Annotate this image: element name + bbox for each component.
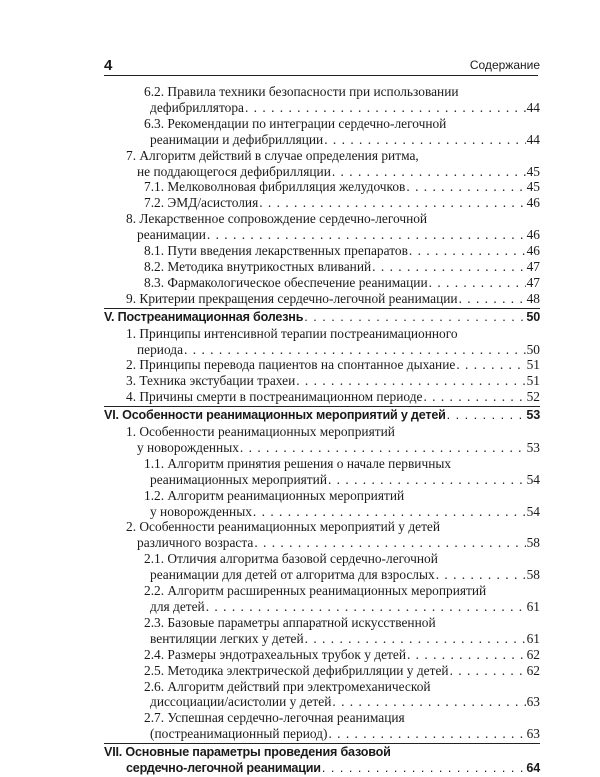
toc-entry-title: 1. Принципы интенсивной терапии постреанимационного (126, 325, 458, 341)
toc-entry[interactable] (104, 710, 540, 742)
toc-page-number: 51 (526, 357, 540, 373)
toc-entry-title: (постреанимационный период) (150, 726, 328, 742)
toc-entry[interactable] (104, 243, 540, 259)
toc-entry[interactable] (104, 195, 540, 211)
toc-page-number: 51 (526, 373, 540, 389)
toc-page-number: 48 (526, 290, 540, 306)
dot-leader (296, 373, 525, 389)
toc-entry[interactable] (104, 679, 540, 711)
toc-entry-title: 6.3. Рекомендации по интеграции сердечно-легочной (144, 115, 447, 131)
dot-leader (328, 726, 525, 742)
toc-page-number: 46 (526, 195, 540, 211)
toc-entry-title: не поддающегося дефибрилляции (137, 163, 331, 179)
toc-entry-title: VII. Основные параметры проведения базовой (104, 745, 391, 760)
dot-leader (305, 631, 526, 647)
dot-leader (459, 291, 526, 307)
toc-page-number: 58 (526, 535, 540, 551)
toc-page-number: 61 (526, 599, 540, 614)
toc-entry-title: 2. Принципы перевода пациентов на спонтанное дыхание (126, 357, 456, 373)
toc-page-number: 50 (526, 309, 540, 324)
toc-entry-title: 1.2. Алгоритм реанимационных мероприятий (144, 487, 405, 503)
toc-page-number: 47 (526, 258, 540, 274)
toc-entry-title: 9. Критерии прекращения сердечно-легочной реанимации (126, 290, 458, 306)
toc-entry-title: 8. Лекарственное сопровождение сердечно-легочной (126, 211, 428, 227)
dot-leader (332, 164, 526, 180)
toc-entry-title: различного возраста (137, 535, 254, 551)
toc-page-number: 62 (526, 662, 540, 678)
toc-entry[interactable] (104, 456, 540, 488)
section-divider (104, 406, 540, 407)
dot-leader (245, 100, 526, 116)
toc-entry-title: 2.3. Базовые параметры аппаратной искусственной (144, 614, 436, 630)
toc-entry-title: 2.1. Отличия алгоритма базовой сердечно-легочной (144, 551, 438, 567)
dot-leader (407, 647, 526, 663)
dot-leader (423, 389, 525, 405)
toc-entry-title: 8.3. Фармакологическое обеспечение реанимации (144, 274, 428, 290)
toc-entry-title: 8.1. Пути введения лекарственных препаратов (144, 243, 408, 259)
toc-entry-title: 2.7. Успешная сердечно-легочная реанимация (144, 710, 405, 726)
dot-leader (447, 408, 526, 424)
section-divider (104, 308, 540, 309)
toc-entry-title: 4. Причины смерти в постреанимационном периоде (126, 389, 423, 405)
toc-entry-title: 3. Техника экстубации трахеи (126, 373, 296, 389)
running-header: Содержание (469, 58, 540, 72)
toc-entry-title: у новорожденных (150, 503, 252, 519)
toc-entry[interactable] (104, 179, 540, 195)
dot-leader (207, 227, 526, 243)
dot-leader (429, 275, 526, 291)
dot-leader (254, 535, 525, 551)
toc-page-number: 61 (526, 630, 540, 646)
toc-entry-title: реанимации для детей от алгоритма для взрослых (150, 567, 435, 583)
toc-entry-title: диссоциации/асистолии у детей (150, 694, 332, 710)
toc-entry[interactable] (104, 389, 540, 405)
dot-leader (450, 663, 526, 679)
toc-entry[interactable] (104, 647, 540, 663)
toc-entry-title: 2.4. Размеры эндотрахеальных трубок у детей (144, 646, 406, 662)
toc-entry[interactable] (104, 275, 540, 291)
toc-entry-title: 2.6. Алгоритм действий при электромеханической (144, 678, 431, 694)
toc-entry-title: 2.2. Алгоритм расширенных реанимационных мероприятий (144, 583, 487, 599)
toc-page-number: 47 (526, 274, 540, 290)
toc-entry[interactable] (104, 291, 540, 307)
toc-section[interactable] (104, 310, 540, 326)
toc-entry[interactable] (104, 326, 540, 358)
toc-page-number: 63 (526, 726, 540, 742)
toc-entry-title: 1.1. Алгоритм принятия решения о начале первичных (144, 455, 452, 471)
dot-leader (184, 342, 526, 358)
dot-leader (206, 599, 526, 615)
toc-page-number: 53 (526, 408, 540, 423)
toc-entry[interactable] (104, 357, 540, 373)
toc-page-number: 44 (526, 99, 540, 115)
toc-page-number: 53 (526, 439, 540, 455)
toc-page-number: 44 (526, 131, 540, 147)
dot-leader (406, 179, 525, 195)
header-rule (104, 75, 538, 76)
toc-entry[interactable] (104, 488, 540, 520)
toc-entry-title: 1. Особенности реанимационных мероприятий (126, 424, 395, 440)
toc-entry-title: 2. Особенности реанимационных мероприятий у детей (126, 519, 441, 535)
toc-entry-title: периода (137, 341, 184, 357)
toc-entry-title: реанимации и дефибрилляции (150, 131, 324, 147)
toc-page-number: 45 (526, 179, 540, 195)
toc-page-number: 64 (526, 761, 540, 776)
toc-entry-title: 6.2. Правила техники безопасности при использовании (144, 84, 459, 99)
toc-page-number: 46 (526, 227, 540, 243)
toc-entry-title: 7.1. Мелковолновая фибрилляция желудочков (144, 179, 406, 195)
dot-leader (253, 504, 526, 520)
toc-page-number: 62 (526, 646, 540, 662)
dot-leader (324, 132, 525, 148)
dot-leader (332, 694, 525, 710)
toc-entry[interactable] (104, 663, 540, 679)
toc-page-number: 58 (526, 567, 540, 583)
dot-leader (372, 259, 525, 275)
toc-entry-title: 8.2. Методика внутрикостных вливаний (144, 258, 372, 274)
toc-entry-title: 7. Алгоритм действий в случае определения ритма, (126, 147, 419, 163)
toc-page-number: 63 (526, 694, 540, 710)
dot-leader (456, 357, 525, 373)
toc-entry[interactable] (104, 583, 540, 615)
dot-leader (322, 761, 526, 777)
toc-entry[interactable] (104, 551, 540, 583)
dot-leader (259, 195, 525, 211)
toc-entry-title: 2.5. Методика электрической дефибрилляции у детей (144, 662, 449, 678)
toc-entry[interactable] (104, 116, 540, 148)
dot-leader (409, 243, 526, 259)
toc-entry-title: дефибриллятора (150, 99, 244, 115)
toc-page-number: 52 (526, 389, 540, 405)
toc-entry-title: 7.2. ЭМД/асистолия (144, 195, 259, 211)
toc-entry-title: V. Постреанимационная болезнь (104, 309, 304, 324)
toc-section[interactable] (104, 408, 540, 424)
dot-leader (304, 310, 525, 326)
toc-entry-title: реанимационных мероприятий (150, 471, 327, 487)
toc-entry-title: у новорожденных (137, 439, 239, 455)
table-of-contents (104, 84, 540, 777)
dot-leader (328, 472, 526, 488)
toc-entry-title: для детей (150, 599, 205, 614)
toc-page-number: 54 (526, 503, 540, 519)
toc-entry[interactable] (104, 373, 540, 389)
toc-entry[interactable] (104, 148, 540, 180)
dot-leader (240, 440, 526, 456)
toc-entry-title: вентиляции легких у детей (150, 630, 304, 646)
toc-page-number: 45 (526, 163, 540, 179)
toc-entry-title: реанимации (137, 227, 206, 243)
toc-entry[interactable] (104, 424, 540, 456)
toc-entry-title: сердечно-легочной реанимации (126, 761, 321, 776)
toc-page-number: 54 (526, 471, 540, 487)
dot-leader (436, 567, 526, 583)
toc-page-number: 50 (526, 341, 540, 357)
toc-entry[interactable] (104, 615, 540, 647)
toc-entry-title: VI. Особенности реанимационных мероприятий у детей (104, 408, 446, 423)
toc-entry[interactable] (104, 519, 540, 551)
section-divider (104, 743, 540, 744)
toc-entry[interactable] (104, 211, 540, 243)
toc-entry[interactable] (104, 84, 540, 116)
toc-page-number: 46 (526, 243, 540, 259)
toc-entry[interactable] (104, 259, 540, 275)
page-number: 4 (104, 57, 113, 74)
